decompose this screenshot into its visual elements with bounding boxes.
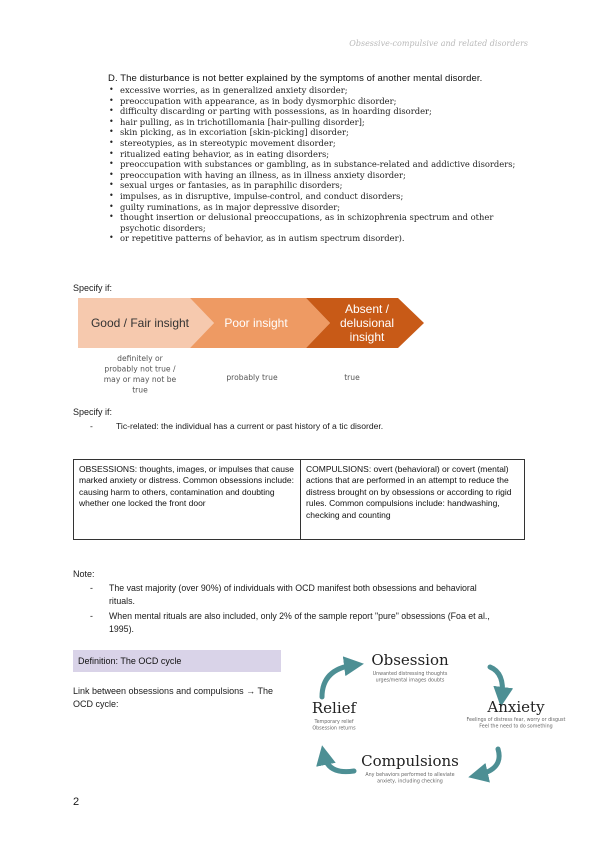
note-dash: - [90, 610, 93, 621]
cycle-node-compulsions-desc: anxiety, including checking [377, 779, 443, 785]
cycle-node-relief-title: Relief [311, 699, 357, 717]
criterion-d-item: • or repetitive patterns of behavior, as in autism spectrum disorder). [108, 233, 518, 244]
criterion-d-item: • hair pulling, as in trichotillomania [hair-pulling disorder]; [108, 117, 518, 128]
criterion-d-item: • impulses, as in disruptive, impulse-control, and conduct disorders; [108, 191, 518, 202]
criterion-d-item: • sexual urges or fantasies, as in paraphilic disorders; [108, 180, 518, 191]
criterion-d-item: • ritualized eating behavior, as in eating disorders; [108, 149, 518, 160]
arrow-relief-to-obsession [322, 665, 354, 697]
criterion-d-item: • skin picking, as in excoriation [skin-picking] disorder; [108, 127, 518, 138]
cycle-node-obsession-desc: Unwanted distressing thoughts [372, 672, 448, 677]
cycle-node-obsession-title: Obsession [371, 651, 449, 669]
arrow-anxiety-to-compulsions [478, 749, 499, 775]
criterion-d-item: • difficulty discarding or parting with possessions, as in hoarding disorder; [108, 106, 518, 117]
arrow-compulsions-to-relief [324, 755, 354, 772]
note-item [90, 610, 500, 637]
ocd-cycle-link-text: Link between obsessions and compulsions → The OCD cycle: [73, 686, 273, 709]
cycle-node-anxiety-desc: Feel the need to do something [479, 724, 553, 730]
criterion-d-item: • guilty ruminations, as in major depressive disorder; [108, 202, 518, 213]
insight-level-3-desc: true [344, 373, 360, 382]
criterion-d-item: • thought insertion or delusional preoccupations, as in schizophrenia spectrum and other psychotic disorders; [108, 212, 518, 233]
cycle-node-compulsions-title: Compulsions [361, 752, 459, 770]
insight-level-1-title: Good / Fair insight [90, 316, 190, 330]
note-list [90, 582, 500, 638]
tic-related-item [90, 421, 383, 431]
cycle-node-obsession-desc: urges/mental images doubts [375, 678, 445, 684]
cycle-node-compulsions-desc: Any behaviors performed to alleviate [365, 773, 455, 778]
insight-level-3-title: Absent / [344, 302, 390, 316]
criterion-d-item: • preoccupation with substances or gambling, as in substance-related and addictive disorders; [108, 159, 518, 170]
cycle-node-relief-desc: Temporary relief [314, 720, 354, 725]
arrow-obsession-to-anxiety [490, 667, 503, 697]
specify-insight-label: Specify if: [73, 283, 113, 293]
cycle-node-relief-desc: Obsession returns [312, 726, 356, 732]
note-text: The vast majority (over 90%) of individuals with OCD manifest both obsessions and behavioral rituals. [109, 583, 477, 607]
tic-dash: - [90, 421, 93, 431]
note-dash: - [90, 583, 93, 593]
insight-level-1-desc: definitely or [117, 354, 163, 363]
obsessions-compulsions-table [73, 459, 525, 540]
cycle-node-anxiety-desc: Feelings of distress fear, worry or disgust [466, 718, 566, 723]
insight-level-3-title: delusional [339, 316, 395, 330]
criterion-d-item: • preoccupation with appearance, as in body dysmorphic disorder; [108, 96, 518, 107]
running-header: Obsessive-compulsive and related disorders [349, 39, 528, 48]
cycle-node-anxiety-title: Anxiety [487, 698, 545, 716]
insight-level-1-desc: may or may not be [103, 375, 177, 384]
note-text: When mental rituals are also included, only 2% of the sample report "pure" obsessions (Foa et al., 1995). [109, 610, 490, 635]
tic-related-text: Tic-related: the individual has a current or past history of a tic disorder. [116, 421, 384, 431]
obsessions-cell: OBSESSIONS: thoughts, images, or impulses that cause marked anxiety or distress. Common obsessions include: causing harm to others, contamination and doubting whether one locked the front door [74, 460, 301, 539]
compulsions-cell: COMPULSIONS: overt (behavioral) or covert (mental) actions that are performed in an attempt to reduce the distress brought on by obsessions or according to rigid rules. Common compulsions include: handwashing, checking and counting [306, 464, 512, 520]
note-label: Note: [73, 569, 95, 579]
page-number: 2 [73, 796, 80, 808]
criterion-d-heading: D. The disturbance is not better explained by the symptoms of another mental disorder. [108, 73, 483, 84]
insight-level-3-title: insight [349, 330, 385, 344]
insight-level-1-desc: true [132, 385, 148, 395]
ocd-cycle-diagram [300, 645, 566, 795]
insight-level-2-desc: probably true [226, 373, 278, 382]
insight-level-2-title: Poor insight [224, 316, 288, 330]
criterion-d-list [108, 85, 518, 244]
definition-box: Definition: The OCD cycle [73, 650, 281, 672]
specify-tic-label: Specify if: [73, 407, 113, 417]
criterion-d-item: • excessive worries, as in generalized anxiety disorder; [108, 85, 518, 96]
insight-level-1-desc: probably not true / [104, 364, 176, 374]
criterion-d-item: • preoccupation with having an illness, as in illness anxiety disorder; [108, 170, 518, 181]
insight-chevron-diagram [78, 298, 438, 398]
criterion-d-item: • stereotypies, as in stereotypic movement disorder; [108, 138, 518, 149]
note-item [90, 582, 500, 609]
